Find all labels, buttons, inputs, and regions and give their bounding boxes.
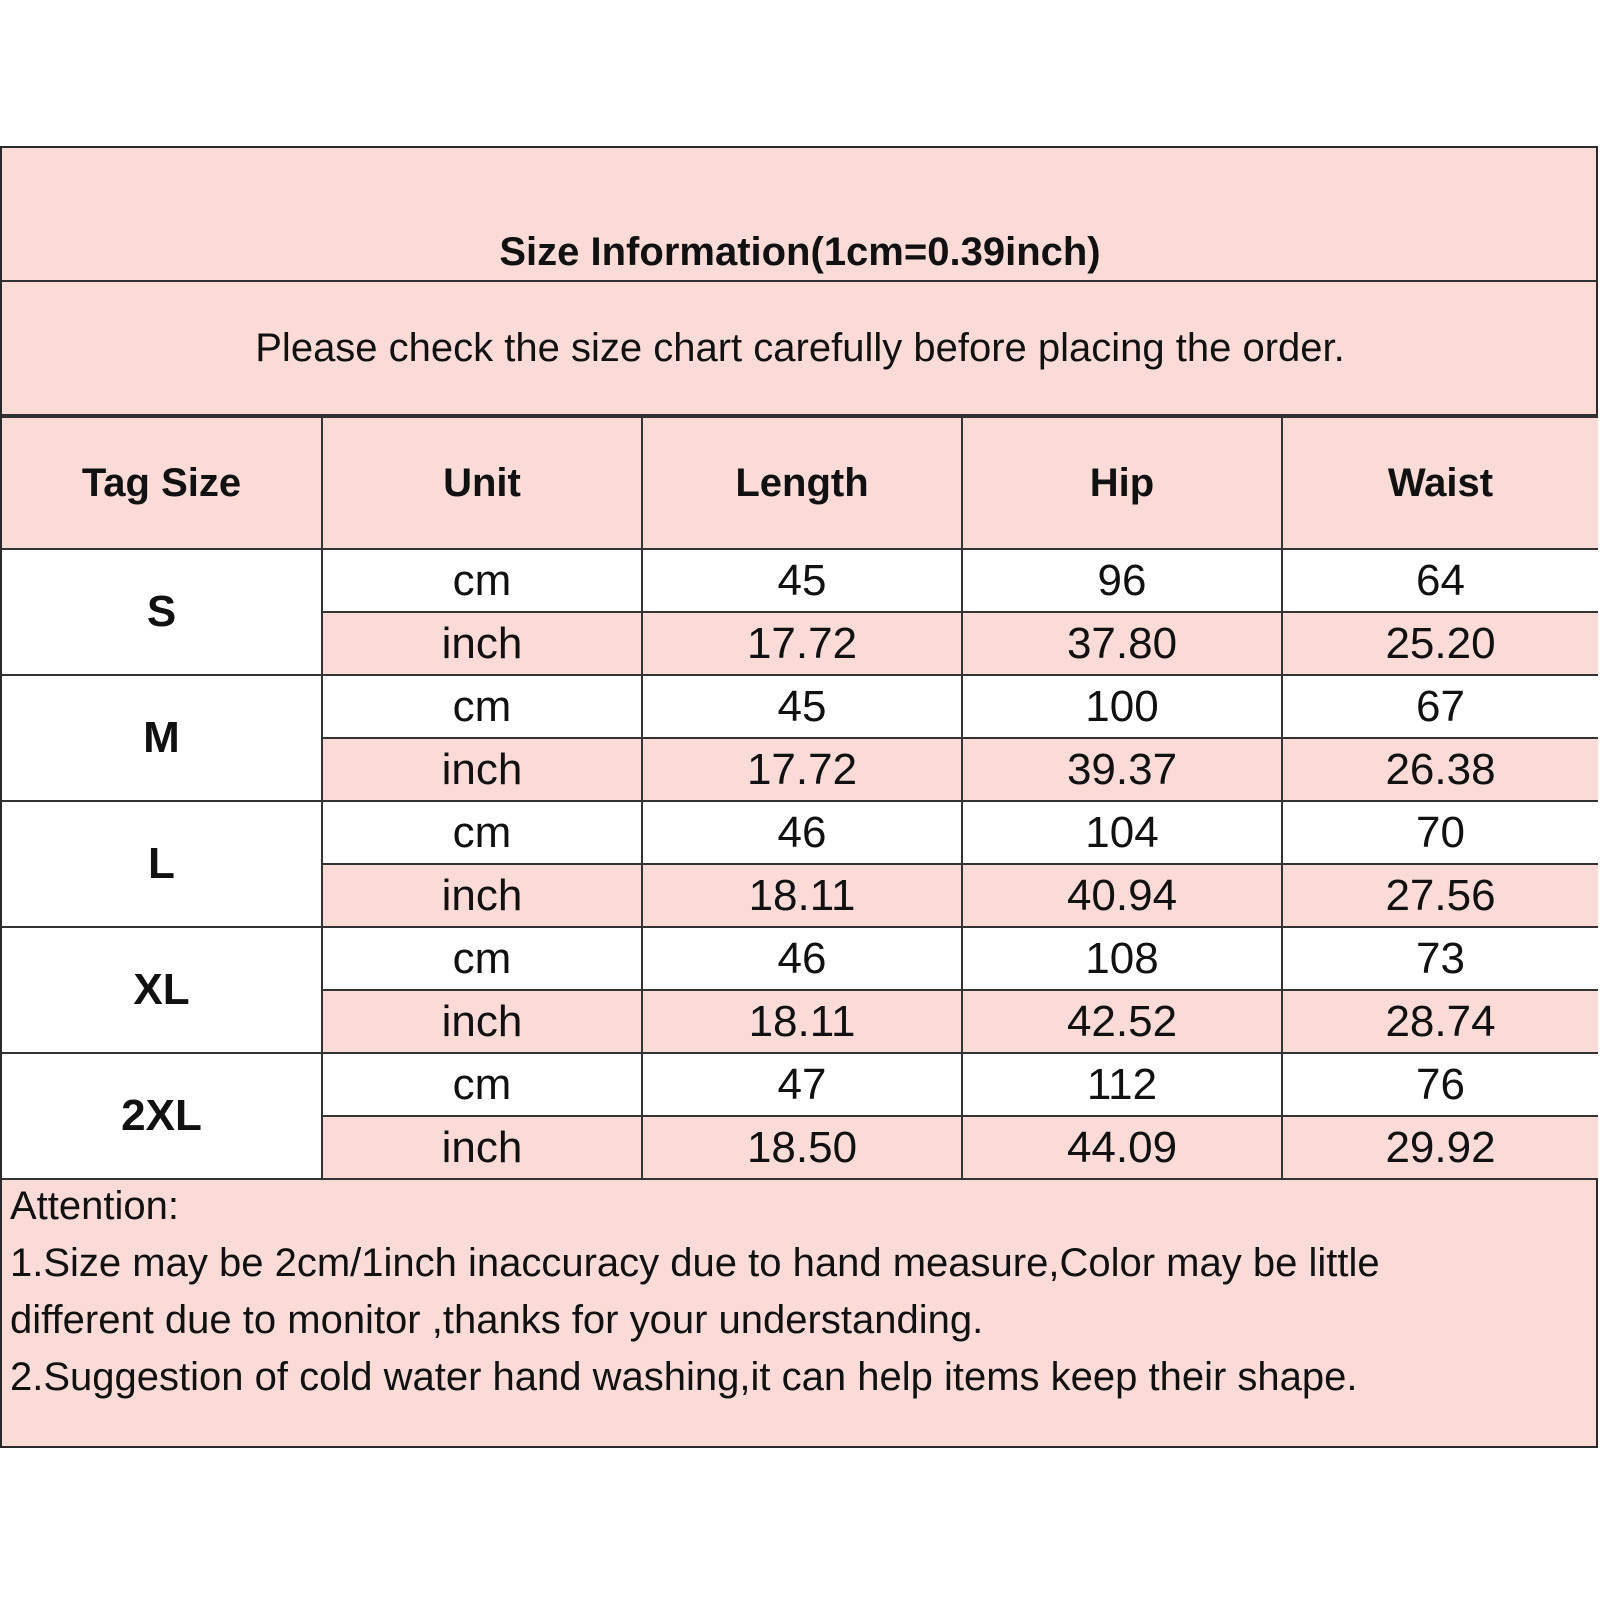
waist-cell: 64	[1282, 549, 1598, 612]
tag-size-cell: 2XL	[2, 1053, 322, 1179]
waist-cell: 27.56	[1282, 864, 1598, 927]
length-cell: 18.11	[642, 864, 962, 927]
attention-line-2: different due to monitor ,thanks for your understanding.	[10, 1298, 984, 1342]
table-row	[2, 1053, 1598, 1116]
tag-size-cell: S	[2, 549, 322, 675]
column-header-unit: Unit	[322, 417, 642, 549]
length-cell: 46	[642, 927, 962, 990]
hip-cell: 108	[962, 927, 1282, 990]
unit-cell: cm	[322, 675, 642, 738]
length-cell: 18.11	[642, 990, 962, 1053]
size-chart-sheet	[0, 146, 1598, 1448]
size-table	[2, 416, 1598, 1180]
table-row	[2, 801, 1598, 864]
hip-cell: 40.94	[962, 864, 1282, 927]
title-band	[2, 148, 1598, 282]
column-header-tag-size: Tag Size	[2, 417, 322, 549]
table-header-row	[2, 417, 1598, 549]
waist-cell: 26.38	[1282, 738, 1598, 801]
unit-cell: cm	[322, 927, 642, 990]
length-cell: 17.72	[642, 612, 962, 675]
length-cell: 18.50	[642, 1116, 962, 1179]
tag-size-cell: XL	[2, 927, 322, 1053]
table-row	[2, 549, 1598, 612]
waist-cell: 29.92	[1282, 1116, 1598, 1179]
attention-line-1: 1.Size may be 2cm/1inch inaccuracy due to hand measure,Color may be little	[10, 1241, 1380, 1285]
hip-cell: 104	[962, 801, 1282, 864]
unit-cell: inch	[322, 1116, 642, 1179]
unit-cell: cm	[322, 801, 642, 864]
unit-cell: cm	[322, 549, 642, 612]
attention-heading: Attention:	[10, 1184, 180, 1228]
length-cell: 17.72	[642, 738, 962, 801]
length-cell: 46	[642, 801, 962, 864]
chart-title: Size Information(1cm=0.39inch)	[499, 230, 1101, 274]
waist-cell: 73	[1282, 927, 1598, 990]
unit-cell: cm	[322, 1053, 642, 1116]
length-cell: 45	[642, 549, 962, 612]
hip-cell: 44.09	[962, 1116, 1282, 1179]
attention-notes	[10, 1178, 1590, 1406]
tag-size-cell: M	[2, 675, 322, 801]
table-row	[2, 675, 1598, 738]
waist-cell: 28.74	[1282, 990, 1598, 1053]
column-header-length: Length	[642, 417, 962, 549]
tag-size-cell: L	[2, 801, 322, 927]
hip-cell: 112	[962, 1053, 1282, 1116]
length-cell: 45	[642, 675, 962, 738]
attention-line-3: 2.Suggestion of cold water hand washing,it can help items keep their shape.	[10, 1355, 1358, 1399]
column-header-hip: Hip	[962, 417, 1282, 549]
waist-cell: 67	[1282, 675, 1598, 738]
waist-cell: 70	[1282, 801, 1598, 864]
waist-cell: 76	[1282, 1053, 1598, 1116]
table-row	[2, 927, 1598, 990]
hip-cell: 37.80	[962, 612, 1282, 675]
notice-band	[2, 282, 1598, 416]
hip-cell: 39.37	[962, 738, 1282, 801]
hip-cell: 42.52	[962, 990, 1282, 1053]
unit-cell: inch	[322, 612, 642, 675]
length-cell: 47	[642, 1053, 962, 1116]
column-header-waist: Waist	[1282, 417, 1598, 549]
waist-cell: 25.20	[1282, 612, 1598, 675]
hip-cell: 100	[962, 675, 1282, 738]
unit-cell: inch	[322, 990, 642, 1053]
unit-cell: inch	[322, 738, 642, 801]
hip-cell: 96	[962, 549, 1282, 612]
notice-text: Please check the size chart carefully before placing the order.	[255, 326, 1345, 370]
unit-cell: inch	[322, 864, 642, 927]
